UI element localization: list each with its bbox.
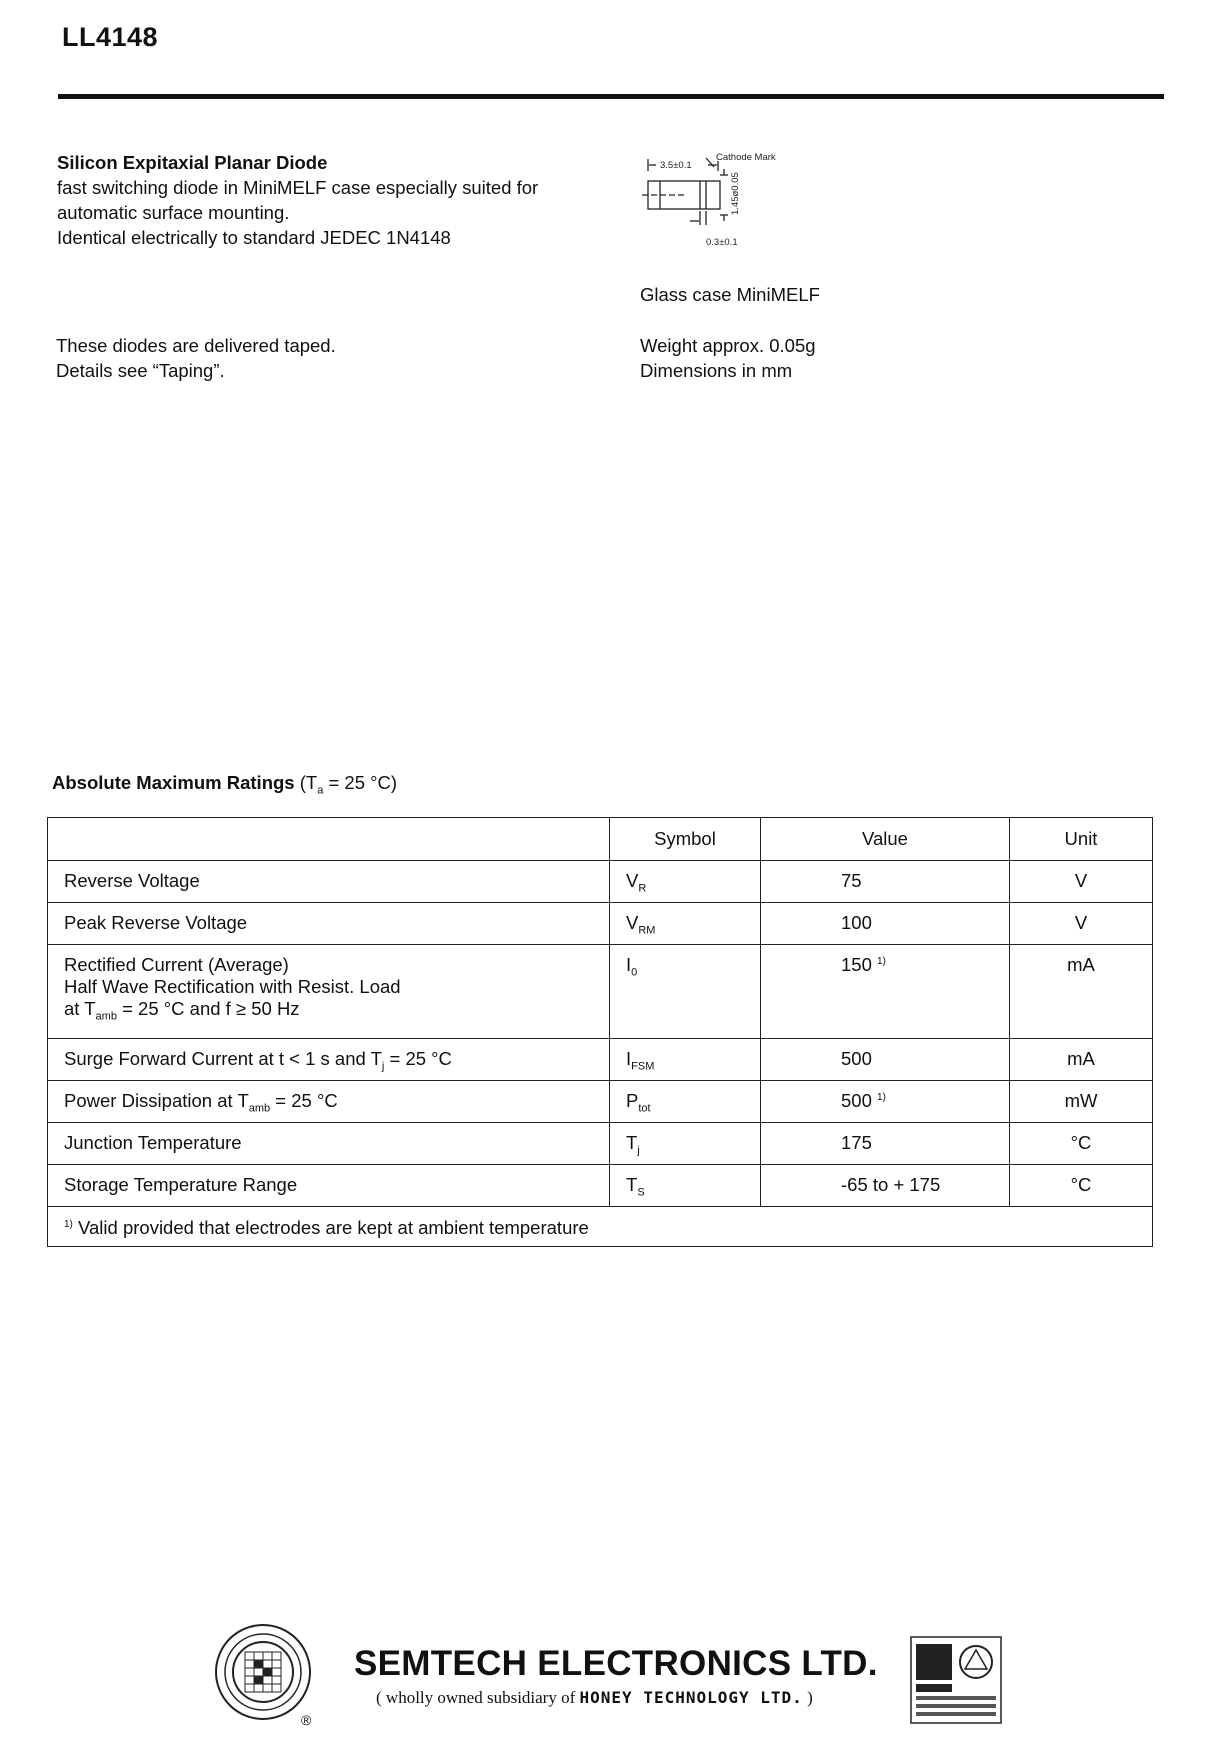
symbol-text: I <box>626 954 632 975</box>
dim-diameter-label: 1.45ø0.05 <box>730 172 741 215</box>
param-line: Half Wave Rectification with Resist. Load <box>64 976 401 997</box>
value-header: Value <box>761 818 1010 861</box>
footnote-ref: 1) <box>877 1091 886 1103</box>
footnote-text: Valid provided that electrodes are kept at ambient temperature <box>72 1217 589 1238</box>
dim-length-label: 3.5±0.1 <box>660 160 692 171</box>
description-line: Identical electrically to standard JEDEC 1N4148 <box>57 227 451 248</box>
footnote-cell <box>48 1207 1153 1247</box>
footnote-marker: 1) <box>64 1218 73 1230</box>
description-line: fast switching diode in MiniMELF case especially suited for <box>57 177 539 198</box>
dim-band-label: 0.3±0.1 <box>706 237 738 248</box>
ratings-heading: Absolute Maximum Ratings <box>52 772 295 793</box>
ratings-title <box>52 772 397 797</box>
symbol-text: V <box>626 870 639 891</box>
value-cell: 75 <box>761 861 1010 903</box>
symbol-cell <box>610 1081 761 1123</box>
symbol-sub: tot <box>638 1102 651 1115</box>
unit-cell: V <box>1010 903 1153 945</box>
param-header <box>48 818 610 861</box>
table-row <box>48 945 1153 1039</box>
value-cell: 100 <box>761 903 1010 945</box>
semtech-logo-icon <box>213 1622 313 1722</box>
company-name: SEMTECH ELECTRONICS LTD. <box>354 1644 878 1683</box>
param-text: Power Dissipation at T <box>64 1090 249 1111</box>
param-cell: Reverse Voltage <box>48 861 610 903</box>
symbol-sub: S <box>637 1186 645 1199</box>
symbol-cell <box>610 903 761 945</box>
param-line: Rectified Current (Average) <box>64 954 289 975</box>
param-cell: Junction Temperature <box>48 1123 610 1165</box>
unit-header: Unit <box>1010 818 1153 861</box>
table-header-row <box>48 818 1153 861</box>
header-rule <box>58 94 1164 99</box>
symbol-cell <box>610 945 761 1039</box>
symbol-text: I <box>626 1048 632 1069</box>
table-row <box>48 1081 1153 1123</box>
symbol-cell <box>610 1039 761 1081</box>
unit-cell: mA <box>1010 945 1153 1039</box>
table-footnote-row <box>48 1207 1153 1247</box>
value-text: 500 <box>841 1090 872 1111</box>
cond-prefix: (T <box>299 772 318 793</box>
unit-cell: V <box>1010 861 1153 903</box>
case-info: Glass case MiniMELF <box>640 284 820 305</box>
description-title: Silicon Expitaxial Planar Diode <box>57 152 328 173</box>
param-sub: amb <box>248 1102 271 1115</box>
table-row <box>48 861 1153 903</box>
description-line: automatic surface mounting. <box>57 202 290 223</box>
symbol-text: P <box>626 1090 639 1111</box>
param-sub: j <box>381 1060 385 1073</box>
param-cell <box>48 1039 610 1081</box>
unit-cell: mA <box>1010 1039 1153 1081</box>
symbol-cell <box>610 1123 761 1165</box>
param-line <box>64 998 593 1023</box>
table-row <box>48 1039 1153 1081</box>
footnote-ref: 1) <box>877 955 886 967</box>
param-text: = 25 °C <box>384 1048 452 1069</box>
cathode-mark-label: Cathode Mark <box>716 153 776 163</box>
param-cell: Peak Reverse Voltage <box>48 903 610 945</box>
symbol-header: Symbol <box>610 818 761 861</box>
value-cell: 175 <box>761 1123 1010 1165</box>
param-cell <box>48 945 610 1039</box>
subsidiary-text: ( wholly owned subsidiary of <box>376 1688 580 1707</box>
table-row <box>48 903 1153 945</box>
ratings-condition <box>299 772 398 797</box>
symbol-text: T <box>626 1174 638 1195</box>
parent-brand: HONEY TECHNOLOGY LTD. <box>579 1688 803 1707</box>
registered-mark: ® <box>301 1712 312 1728</box>
param-text: = 25 °C and f ≥ 50 Hz <box>116 998 300 1019</box>
param-sub: amb <box>95 1010 117 1023</box>
param-cell <box>48 1081 610 1123</box>
dimensions-unit-text: Dimensions in mm <box>640 360 793 381</box>
part-number-title: LL4148 <box>62 22 159 52</box>
cond-suffix: = 25 °C) <box>323 772 398 793</box>
iso-certification-logo-icon <box>910 1636 1002 1724</box>
taping-note <box>56 333 336 383</box>
taping-line: These diodes are delivered taped. <box>56 335 336 356</box>
unit-cell: °C <box>1010 1123 1153 1165</box>
ratings-table <box>47 817 1153 1247</box>
table-row <box>48 1123 1153 1165</box>
subsidiary-close: ) <box>802 1688 813 1707</box>
cond-sub: a <box>317 784 324 797</box>
symbol-text: T <box>626 1132 638 1153</box>
value-cell <box>761 1081 1010 1123</box>
unit-cell: mW <box>1010 1081 1153 1123</box>
value-cell <box>761 945 1010 1039</box>
symbol-sub: FSM <box>631 1060 655 1073</box>
param-cell: Storage Temperature Range <box>48 1165 610 1207</box>
param-text: = 25 °C <box>270 1090 338 1111</box>
symbol-cell <box>610 1165 761 1207</box>
param-text: at T <box>64 998 96 1019</box>
symbol-sub: 0 <box>631 966 638 979</box>
symbol-sub: R <box>638 882 647 895</box>
weight-text: Weight approx. 0.05g <box>640 335 816 356</box>
description-block <box>57 150 538 250</box>
symbol-text: V <box>626 912 639 933</box>
value-cell: -65 to + 175 <box>761 1165 1010 1207</box>
value-cell: 500 <box>761 1039 1010 1081</box>
unit-cell: °C <box>1010 1165 1153 1207</box>
package-specs <box>640 333 816 383</box>
company-subsidiary-line <box>376 1688 813 1708</box>
package-dimension-drawing <box>640 153 800 261</box>
value-text: 150 <box>841 954 872 975</box>
table-row <box>48 1165 1153 1207</box>
symbol-cell <box>610 861 761 903</box>
taping-line: Details see “Taping”. <box>56 360 225 381</box>
symbol-sub: j <box>637 1144 640 1157</box>
param-text: Surge Forward Current at t < 1 s and T <box>64 1048 382 1069</box>
symbol-sub: RM <box>638 924 656 937</box>
